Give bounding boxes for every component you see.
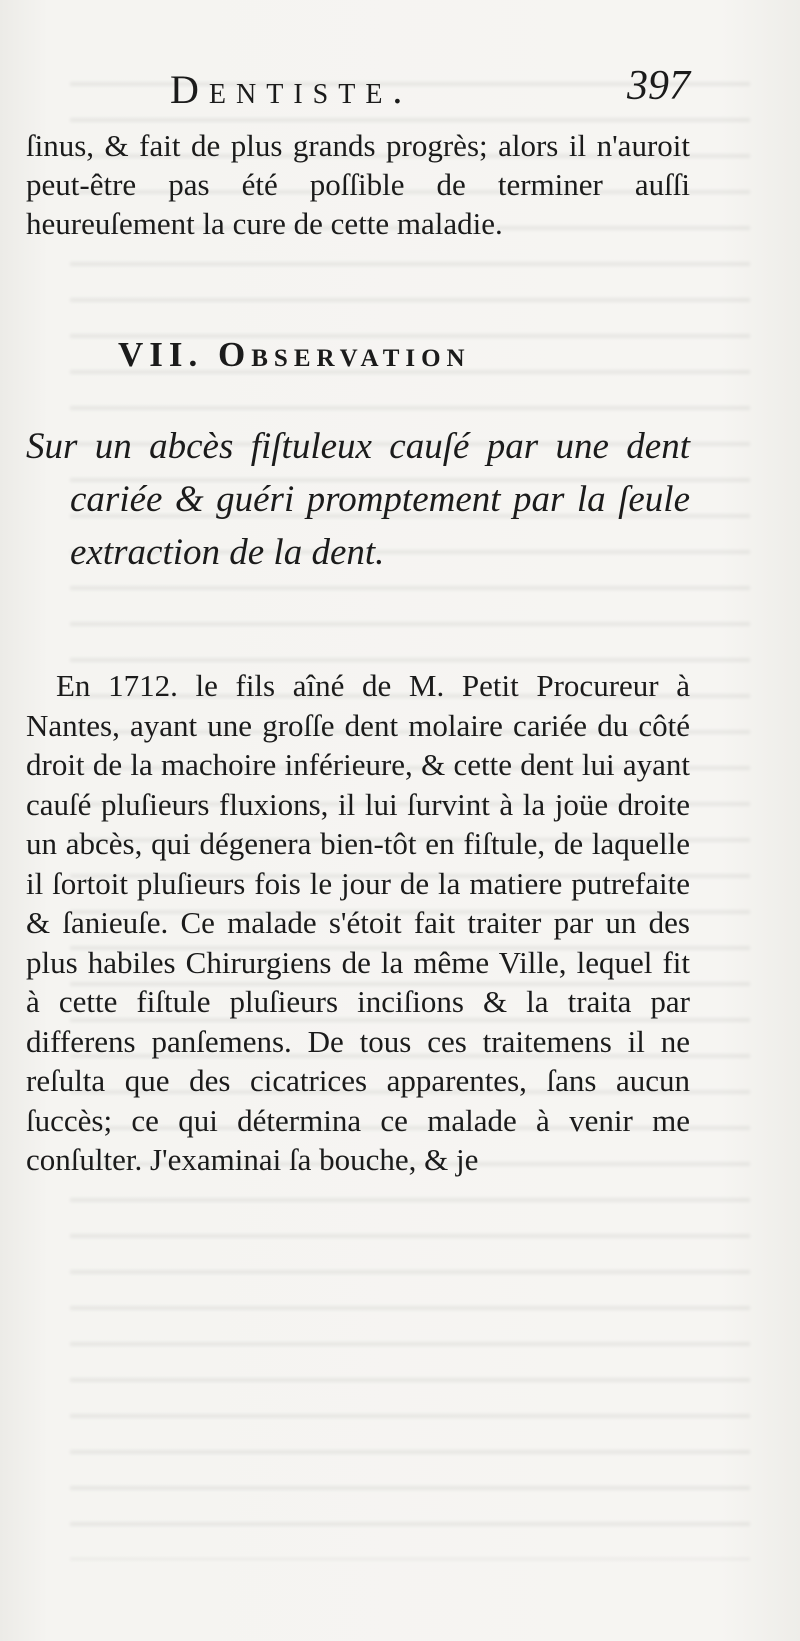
page-number: 397 [627, 63, 690, 109]
page-header [170, 62, 690, 122]
section-subtitle: Sur un abcès fiſtuleux cauſé par une dent cariée & guéri promptement par la ſeule extraction de la dent. [26, 426, 690, 573]
section-heading: VII. Observation [118, 335, 471, 374]
opening-paragraph: ſinus, & fait de plus grands progrès; alors il n'auroit peut-être pas été poſſible de terminer auſſi heureuſement la cure de cette maladie. [26, 128, 690, 241]
main-paragraph: En 1712. le fils aîné de M. Petit Procureur à Nantes, ayant une groſſe dent molaire cariée du côté droit de la machoire inférieure, & cette dent lui ayant cauſé pluſieurs fluxions, il lui ſurvint à la joüe droite un abcès, qui dégenera bien-tôt en fiſtule, de laquelle il ſortoit pluſieurs fois le jour de la matiere putrefaite & ſanieuſe. Ce malade s'étoit fait traiter par un des plus habiles Chirurgiens de la même Ville, lequel fit à cette fiſtule pluſieurs inciſions & la traita par differens panſemens. De tous ces traitemens il ne reſulta que des cicatrices apparentes, ſans aucun ſuccès; ce qui détermina ce malade à venir me conſulter. J'examinai ſa bouche, & je [26, 668, 690, 1177]
running-head: Dentiste. [170, 67, 413, 112]
